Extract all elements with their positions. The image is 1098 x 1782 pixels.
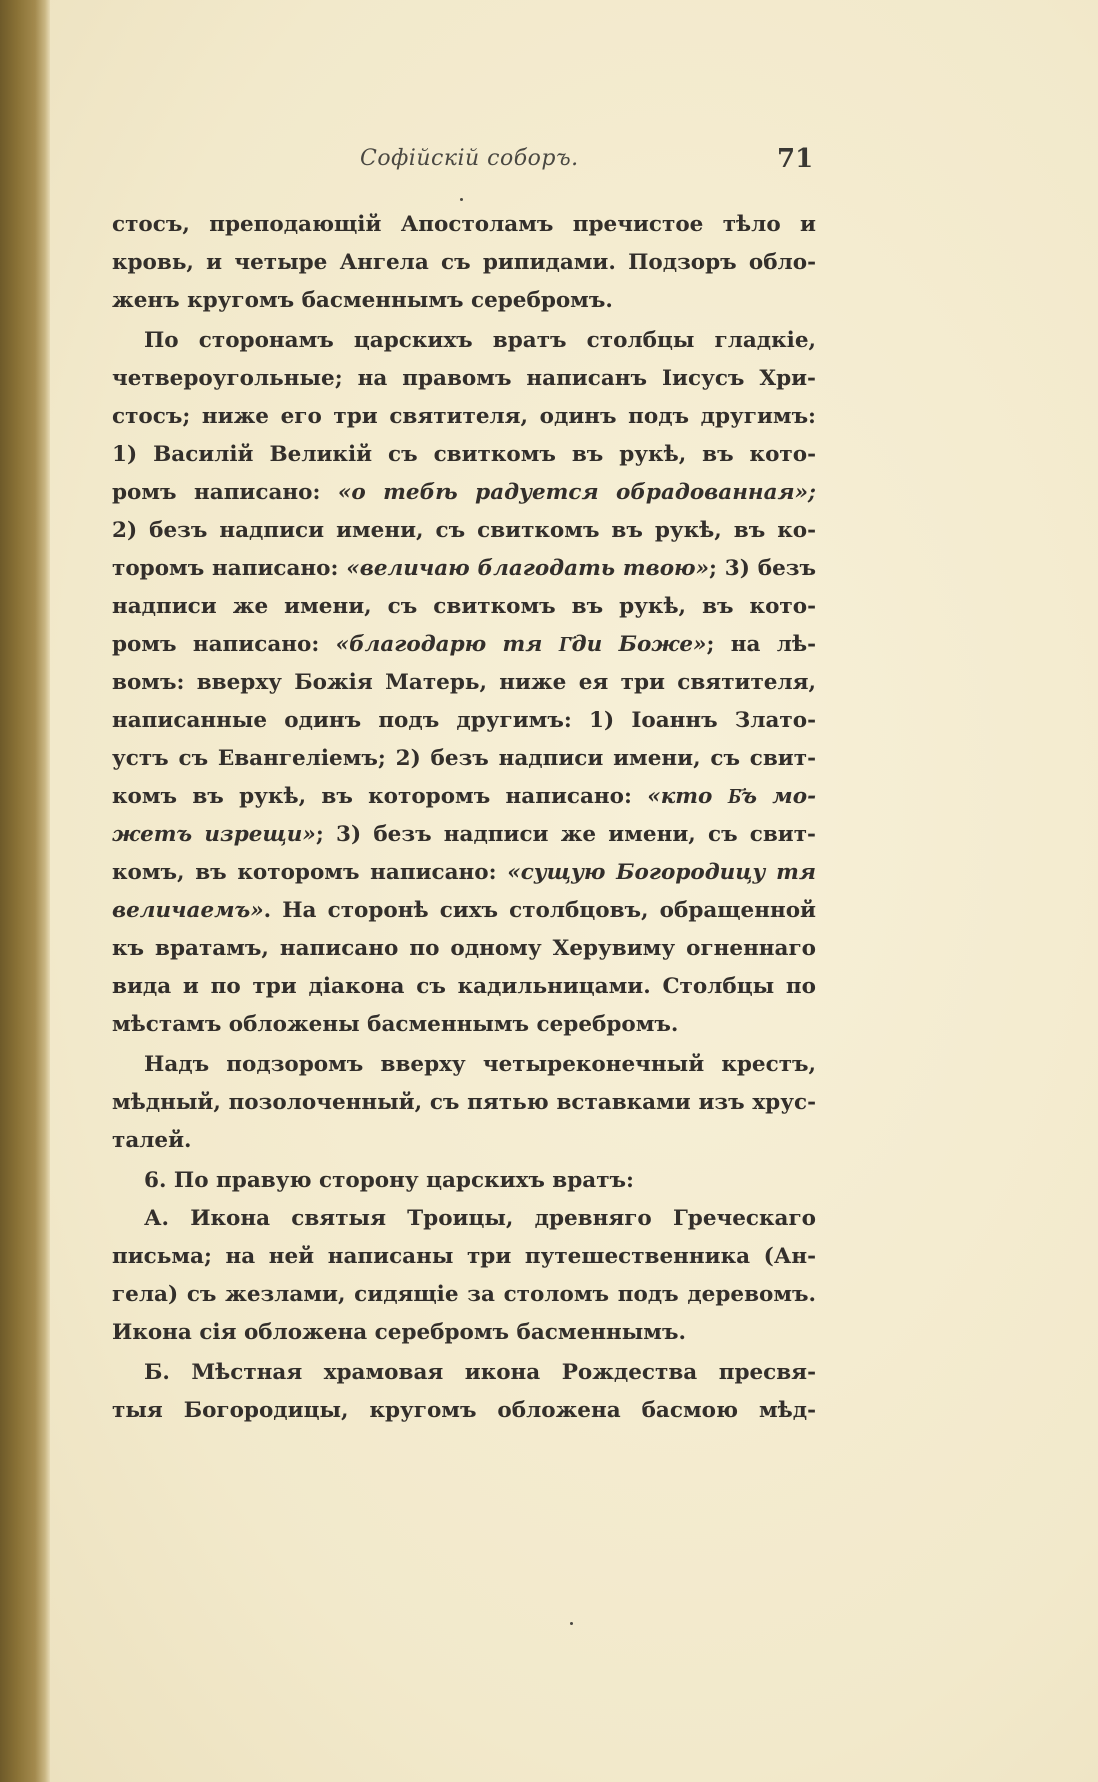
text-line: написанные одинъ подъ другимъ: 1) Іоаннъ Злато-: [112, 708, 816, 733]
text-line: четвероугольные; на правомъ написанъ Іисусъ Хри-: [112, 366, 816, 391]
print-speck: [460, 198, 463, 201]
text-line: жетъ изрещи»; 3) безъ надписи же имени, съ свит-: [112, 822, 816, 847]
text-line: 2) безъ надписи имени, съ свиткомъ въ рукѣ, въ ко-: [112, 518, 816, 543]
italic-quote: «благодарю тя Г҃ди Боже»: [335, 632, 707, 657]
text-line: ромъ написано: «о тебѣ радуется обрадованная»;: [112, 480, 816, 505]
text-line: вомъ: вверху Божія Матерь, ниже ея три святителя,: [112, 670, 816, 695]
book-spine-shadow: [0, 0, 50, 1782]
text-line: 6. По правую сторону царскихъ вратъ:: [144, 1168, 634, 1193]
text-line: Б. Мѣстная храмовая икона Рождества пресвя-: [144, 1360, 816, 1385]
text-line: талей.: [112, 1128, 192, 1153]
book-page: [50, 0, 1098, 1782]
text-line: комъ, въ которомъ написано: «сущую Богородицу тя: [112, 860, 816, 885]
italic-quote: жетъ изрещи»: [112, 822, 316, 847]
text-line: стосъ, преподающій Апостоламъ пречистое тѣло и: [112, 212, 816, 237]
text-line: торомъ написано: «величаю благодать твою»; 3) безъ: [112, 556, 816, 581]
italic-quote: «о тебѣ радуется обрадованная»;: [337, 480, 816, 505]
text-line: величаемъ». На сторонѣ сихъ столбцовъ, обращенной: [112, 898, 816, 923]
running-head-title: Софійскій соборъ.: [360, 146, 579, 171]
text-line: гела) съ жезлами, сидящіе за столомъ подъ деревомъ.: [112, 1282, 816, 1307]
text-line: мѣдный, позолоченный, съ пятью вставками изъ хрус-: [112, 1090, 816, 1115]
text-line: письма; на ней написаны три путешественника (Ан-: [112, 1244, 816, 1269]
italic-quote: величаемъ»: [112, 898, 264, 923]
text-line: кровь, и четыре Ангела съ рипидами. Подзоръ обло-: [112, 250, 816, 275]
text-line: Икона сія обложена серебромъ басменнымъ.: [112, 1320, 686, 1345]
text-line: Надъ подзоромъ вверху четыреконечный крестъ,: [144, 1052, 816, 1077]
text-line: устъ съ Евангеліемъ; 2) безъ надписи имени, съ свит-: [112, 746, 816, 771]
page-number: 71: [777, 144, 814, 174]
text-line: къ вратамъ, написано по одному Херувиму огненнаго: [112, 936, 816, 961]
italic-quote: «кто Б҃ъ мо-: [647, 784, 816, 809]
text-line: 1) Василій Великій съ свиткомъ въ рукѣ, въ кото-: [112, 442, 816, 467]
text-line: надписи же имени, съ свиткомъ въ рукѣ, въ кото-: [112, 594, 816, 619]
text-line: По сторонамъ царскихъ вратъ столбцы гладкіе,: [144, 328, 816, 353]
italic-quote: «сущую Богородицу тя: [507, 860, 816, 885]
text-line: А. Икона святыя Троицы, древняго Греческаго: [144, 1206, 816, 1231]
text-line: вида и по три діакона съ кадильницами. Столбцы по: [112, 974, 816, 999]
text-line: мѣстамъ обложены басменнымъ серебромъ.: [112, 1012, 679, 1037]
body-text: [112, 206, 816, 1430]
text-line: женъ кругомъ басменнымъ серебромъ.: [112, 288, 613, 313]
print-speck: [570, 1622, 573, 1625]
text-line: тыя Богородицы, кругомъ обложена басмою мѣд-: [112, 1398, 816, 1423]
text-line: стосъ; ниже его три святителя, одинъ подъ другимъ:: [112, 404, 816, 429]
italic-quote: «величаю благодать твою»: [346, 556, 710, 581]
text-line: комъ въ рукѣ, въ которомъ написано: «кто Б҃ъ мо-: [112, 784, 816, 809]
text-line: ромъ написано: «благодарю тя Г҃ди Боже»; на лѣ-: [112, 632, 816, 657]
